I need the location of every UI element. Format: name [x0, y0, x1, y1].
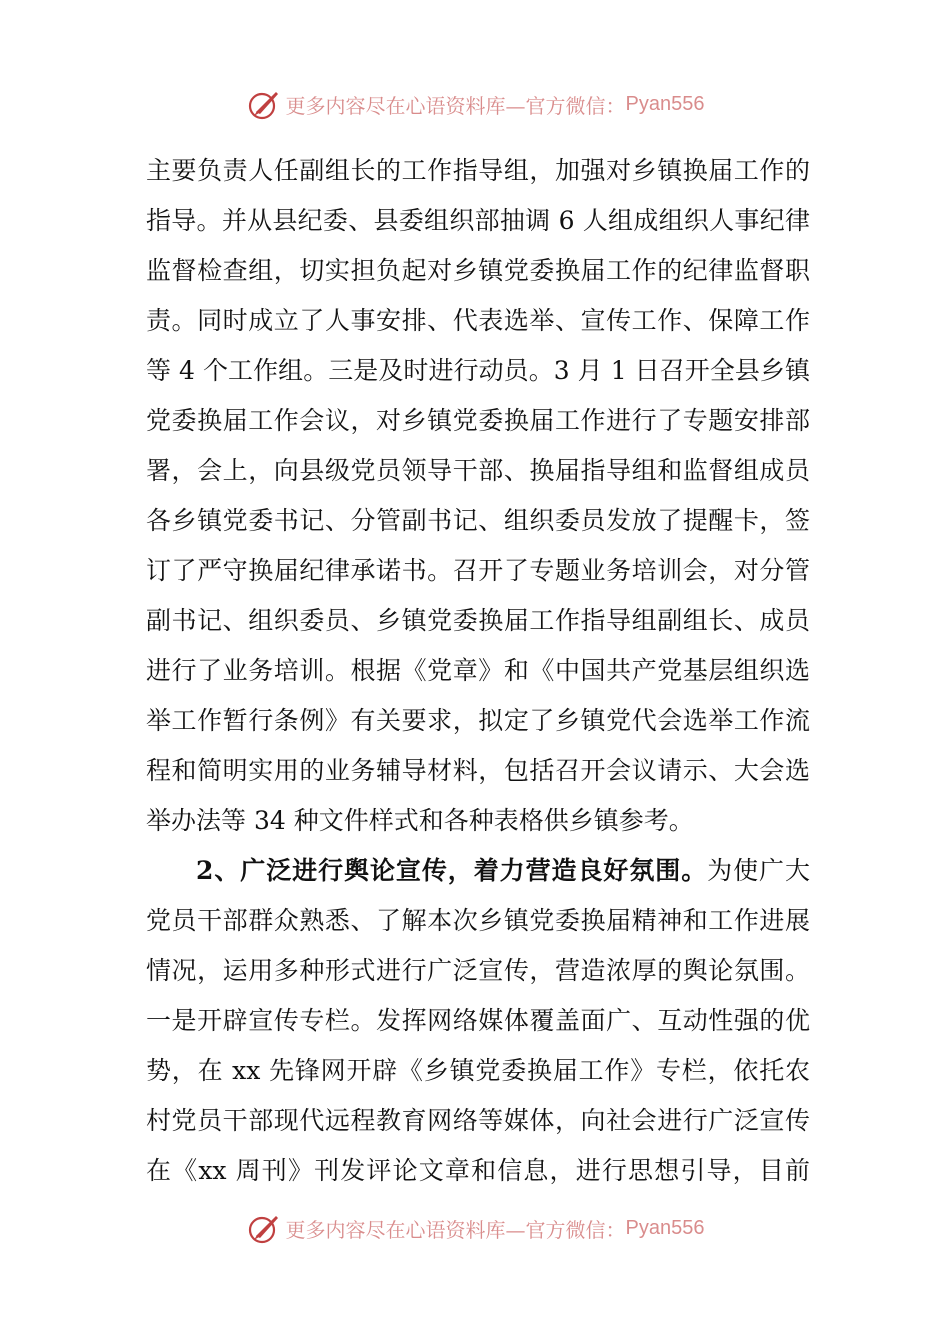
header-watermark-banner — [0, 84, 950, 124]
body-line: 在《xx 周刊》刊发评论文章和信息，进行思想引导，目前 — [146, 1156, 810, 1185]
body-line: 副书记、组织委员、乡镇党委换届工作指导组副组长、成员 — [146, 606, 810, 635]
body-line: 监督检查组，切实担负起对乡镇党委换届工作的纪律监督职 — [146, 256, 810, 285]
body-line: 举工作暂行条例》有关要求，拟定了乡镇党代会选举工作流 — [146, 706, 810, 735]
body-line: 等 4 个工作组。三是及时进行动员。3 月 1 日召开全县乡镇 — [146, 356, 810, 385]
body-line: 情况，运用多种形式进行广泛宣传，营造浓厚的舆论氛围。 — [146, 956, 810, 985]
footer-watermark-banner — [0, 1208, 950, 1248]
banner-wechat-id: Pyan556 — [625, 1216, 705, 1239]
quill-logo-icon — [246, 86, 282, 122]
body-line: 举办法等 34 种文件样式和各种表格供乡镇参考。 — [146, 806, 694, 835]
section-2-first-line — [146, 846, 810, 896]
body-line: 责。同时成立了人事安排、代表选举、宣传工作、保障工作 — [146, 306, 810, 335]
body-line: 党员干部群众熟悉、了解本次乡镇党委换届精神和工作进展 — [146, 906, 810, 935]
body-line: 一是开辟宣传专栏。发挥网络媒体覆盖面广、互动性强的优 — [146, 1006, 810, 1035]
body-line: 势，在 xx 先锋网开辟《乡镇党委换届工作》专栏，依托农 — [146, 1056, 810, 1085]
document-body — [146, 146, 810, 1196]
body-line: 指导。并从县纪委、县委组织部抽调 6 人组成组织人事纪律 — [146, 206, 810, 235]
body-line: 各乡镇党委书记、分管副书记、组织委员发放了提醒卡，签 — [146, 506, 810, 535]
body-line: 署，会上，向县级党员领导干部、换届指导组和监督组成员 — [146, 456, 810, 485]
body-line: 订了严守换届纪律承诺书。召开了专题业务培训会，对分管 — [146, 556, 810, 585]
quill-logo-icon — [246, 1210, 282, 1246]
body-line: 村党员干部现代远程教育网络等媒体，向社会进行广泛宣传 — [146, 1106, 810, 1135]
banner-text: 更多内容尽在心语资料库—官方微信： — [285, 1217, 626, 1242]
body-line: 主要负责人任副组长的工作指导组，加强对乡镇换届工作的 — [146, 156, 810, 185]
banner-text: 更多内容尽在心语资料库—官方微信： — [285, 93, 626, 118]
body-line: 进行了业务培训。根据《党章》和《中国共产党基层组织选 — [146, 656, 810, 685]
body-line: 程和简明实用的业务辅导材料，包括召开会议请示、大会选 — [146, 756, 810, 785]
section-2-heading: 2、广泛进行舆论宣传，着力营造良好氛围。 — [196, 856, 708, 885]
body-line: 党委换届工作会议，对乡镇党委换届工作进行了专题安排部 — [146, 406, 810, 435]
section-2-text: 为使广大 — [707, 856, 810, 885]
banner-wechat-id: Pyan556 — [625, 92, 705, 115]
